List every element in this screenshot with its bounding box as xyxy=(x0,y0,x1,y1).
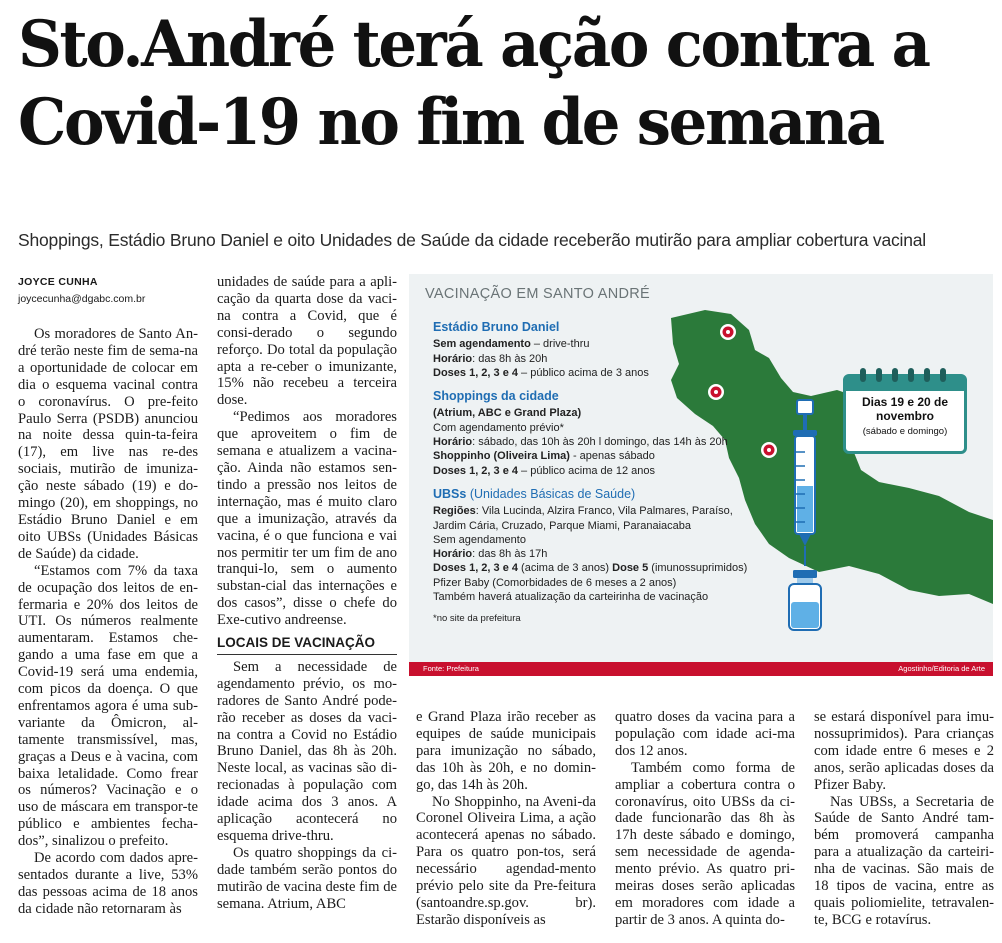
info-line: Horário: das 8h às 20h xyxy=(433,352,548,365)
paragraph: Também como forma de ampliar a cobertura contra o coronavírus, oito UBSs da ci-dade funcionarão das 8h às 17h deste sábado e domingo, sem necessidade de agenda-mento prévio. As quatro pri-meiras doses serão aplicadas em moradores com idade a partir de 3 anos. A quinta do- xyxy=(615,759,795,928)
info-line: Shoppinho (Oliveira Lima) - apenas sábado xyxy=(433,450,655,463)
byline-author: JOYCE CUNHA xyxy=(18,276,98,288)
headline xyxy=(18,6,944,162)
article-column-2 xyxy=(217,274,397,943)
headline-line-2: Covid-19 no fim de semana xyxy=(18,85,883,160)
paragraph: se estará disponível para imu-nossuprimidos). Para crianças com idade entre 6 meses e 2 anos, serão aplicadas doses da Pfizer Baby. xyxy=(814,709,994,793)
info-line: Também haverá atualização da carteirinha de vacinação xyxy=(433,591,709,604)
section-heading: LOCAIS DE VACINAÇÃO xyxy=(217,635,397,655)
info-line: Sem agendamento – drive-thru xyxy=(433,338,590,351)
ubs-heading: UBSs (Unidades Básicas de Saúde) xyxy=(433,486,636,501)
info-line: (Atrium, ABC e Grand Plaza) xyxy=(433,407,582,420)
infographic-title: VACINAÇÃO EM SANTO ANDRÉ xyxy=(425,286,651,302)
footnote: *no site da prefeitura xyxy=(433,613,521,625)
info-line: Horário: sábado, das 10h às 20h l domingo, das 14h às 20h xyxy=(433,436,728,449)
calendar-badge xyxy=(843,374,967,454)
article-column-3 xyxy=(416,709,596,943)
estadio-heading: Estádio Bruno Daniel xyxy=(433,320,560,334)
art-credit: Agostinho/Editoria de Arte xyxy=(898,664,985,673)
infographic xyxy=(409,274,993,676)
location-pin-icon xyxy=(761,442,777,458)
paragraph: Os moradores de Santo An-dré terão neste fim de sema-na a oportunidade de colocar em dia o esquema vacinal contra o coronavírus. O pre-feito Paulo Serra (PSDB) anunciou na noite dessa quin-ta-feira (17), em live nas re-des sociais, mutirão de imuniza-ção neste sábado (19) e do-mingo (20), em shoppings, no Estádio Bruno Daniel e em oito UBSs (Unidades Básicas de Saúde) da cidade. xyxy=(18,326,198,562)
headline-line-1: Sto.André terá ação contra a xyxy=(18,7,929,82)
paragraph: De acordo com dados apre-sentados durante a live, 53% das pessoas acima de 18 anos da cidade não retornaram às xyxy=(18,850,198,917)
article-column-5 xyxy=(814,709,994,943)
paragraph: Nas UBSs, a Secretaria de Saúde de Santo André tam-bém promoverá campanha para a atualização da carteiri-nha de vacinas. São mais de 18 tipos de vacina, entre as quais poliomielite, tetravalen-te, BCG e rotavírus. xyxy=(814,793,994,928)
paragraph: No Shoppinho, na Aveni-da Coronel Oliveira Lima, a ação acontecerá apenas no sábado. Para os quatro pon-tos, será necessário agendad-mento prévio pelo site da Pre-feitura (santoandre.sp.gov. br). Estarão disponíveis as xyxy=(416,793,596,928)
source-credit: Fonte: Prefeitura xyxy=(423,664,479,673)
info-line: Doses 1, 2, 3 e 4 – público acima de 12 anos xyxy=(433,464,655,477)
paragraph: e Grand Plaza irão receber as equipes de saúde municipais para imunização no sábado, das 10h às 20h, e no domin-go, das 14h às 20h. xyxy=(416,709,596,793)
paragraph: “Pedimos aos moradores que aproveitem o fim de semana e atualizem a vacina-ção. Ainda não estamos sen-tindo a pressão nos leitos de internação, mas é muito claro que a imunização, através da vacina, é o que funciona e vai nos permitir ter um fim de ano tranqui-lo, sem o aumento substan-cial das internações e dos casos”, disse o chefe do Exe-cutivo andreense. xyxy=(217,409,397,629)
byline-email[interactable]: joycecunha@dgabc.com.br xyxy=(18,293,146,305)
calendar-days: (sábado e domingo) xyxy=(862,426,948,437)
infographic-text xyxy=(433,320,763,627)
paragraph: Sem a necessidade de agendamento prévio, os mo-radores de Santo André pode-rão receber as doses da vaci-na contra a Covid no Estádio Bruno Daniel, das 8h às 20h. Neste local, as vacinas são di-recionadas à população com idade acima dos 3 anos. A aplicação acontecerá no esquema drive-thru. xyxy=(217,658,397,844)
calendar-dates: Dias 19 e 20 de novembro xyxy=(861,395,949,423)
info-line: Horário: das 8h às 17h xyxy=(433,548,548,561)
info-line: Sem agendamento xyxy=(433,533,526,546)
info-line: Regiões: Vila Lucinda, Alzira Franco, Vila Palmares, Paraíso, Jardim Cária, Cruzado, Parque Miami, Paranaiacaba xyxy=(433,505,733,532)
shoppings-heading: Shoppings da cidade xyxy=(433,389,559,404)
info-line: Doses 1, 2, 3 e 4 (acima de 3 anos) Dose 5 (imunossuprimidos) xyxy=(433,562,748,575)
article-column-1 xyxy=(18,326,198,943)
infographic-footer xyxy=(409,662,993,676)
paragraph: unidades de saúde para a apli-cação da quarta dose da vaci-na contra a Covid, que é consi-derado o segundo reforço. Do total da população apta a re-ceber o imunizante, 15% não recebeu a terceira dose. xyxy=(217,274,397,409)
info-line: Doses 1, 2, 3 e 4 – público acima de 3 anos xyxy=(433,366,649,379)
subheadline: Shoppings, Estádio Bruno Daniel e oito Unidades de Saúde da cidade receberão mutirão para ampliar cobertura vacinal xyxy=(18,230,926,250)
article-column-4 xyxy=(615,709,795,943)
info-line: Pfizer Baby (Comorbidades de 6 meses a 2 anos) xyxy=(433,576,677,589)
paragraph: Os quatro shoppings da ci-dade também serão pontos do mutirão de vacina deste fim de semana. Atrium, ABC xyxy=(217,844,397,912)
paragraph: “Estamos com 7% da taxa de ocupação dos leitos de en-fermaria e 20% dos leitos de UTI. Os números realmente aumentaram. Estamos che-gando a uma fase em que a Covid-19 será uma endemia, com picos da doença. O que enfrentamos agora é uma sub-variante da Ômicron, al-tamente transmissível, mas, graças a Deus e à vacina, com baixa letalidade. Como frear os números? Vacinação e o uso de máscara em transpor-te público e ambientes fecha-dos”, sinalizou o prefeito. xyxy=(18,562,198,850)
info-line: Com agendamento prévio* xyxy=(433,421,564,434)
vaccine-vial-icon xyxy=(789,570,821,630)
paragraph: quatro doses da vacina para a população com idade aci-ma dos 12 anos. xyxy=(615,709,795,759)
